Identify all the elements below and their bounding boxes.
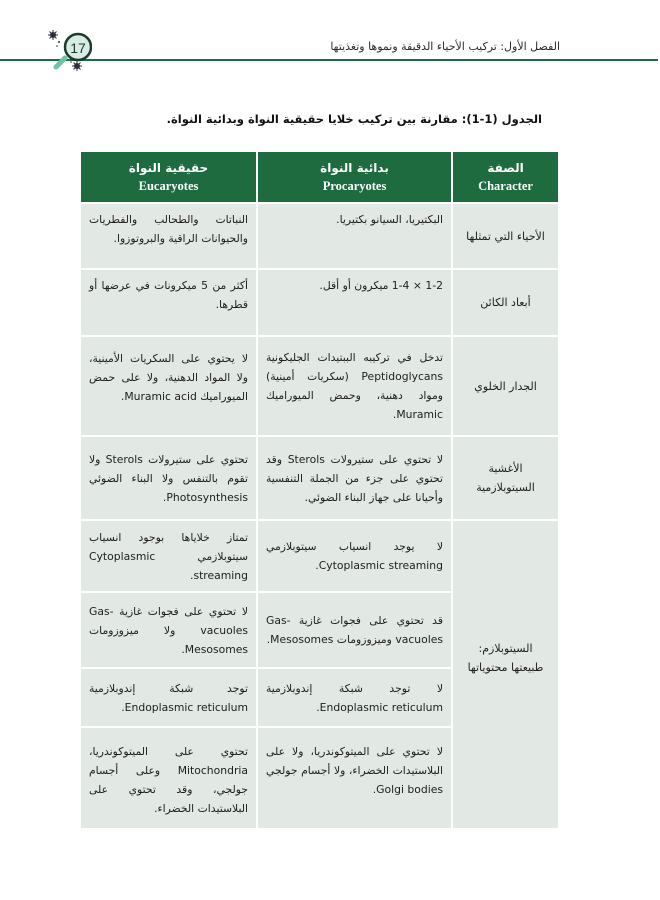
table-caption: الجدول (1-1): مقارنة بين تركيب خلايا حقيقية النواة وبدائية النواة. <box>166 112 542 126</box>
row-er-procaryotes-text: لا توجد شبكة إندوبلازمية Endoplasmic reticulum. <box>266 681 443 714</box>
row-membranes-eucaryotes-text: تحتوي على ستيرولات Sterols ولا تقوم بالتنفس ولا البناء الضوئي Photosynthesis. <box>89 452 248 504</box>
running-header <box>0 0 660 80</box>
header-eucaryotes-ar: حقيقية النواة <box>128 160 209 175</box>
row-streaming-eucaryotes <box>81 521 256 591</box>
row-organisms-eucaryotes: النباتات والطحالب والفطريات والحيوانات الراقية والبروتوزوا. <box>81 204 256 268</box>
row-er-procaryotes <box>258 669 451 726</box>
row-cellwall-eucaryotes: لا يحتوي على السكريات الأمينية، ولا المواد الدهنية، ولا على حمض الميوراميك Muramic acid. <box>81 337 256 435</box>
header-eucaryotes <box>81 152 256 202</box>
row-vacuoles-eucaryotes <box>81 593 256 667</box>
row-streaming-procaryotes-text: لا يوجد انسياب سيتوبلازمي Cytoplasmic streaming. <box>266 540 443 572</box>
row-membranes-eucaryotes <box>81 437 256 519</box>
row-membranes-procaryotes <box>258 437 451 519</box>
header-procaryotes <box>258 152 451 202</box>
page-number: 17 <box>70 40 86 56</box>
row-size-procaryotes: 1-2 × 1-4 ميكرون أو أقل. <box>258 270 451 335</box>
row-streaming-procaryotes <box>258 521 451 591</box>
row-er-eucaryotes <box>81 669 256 726</box>
row-size-character: أبعاد الكائن <box>453 270 558 335</box>
row-membranes-procaryotes-text: لا تحتوي على ستيرولات Sterols وقد تحتوي على جزء من الجملة التنفسية وأحيانا على جهاز البناء الضوئي. <box>266 452 443 504</box>
row-vacuoles-procaryotes <box>258 593 451 667</box>
row-organelles-eucaryotes: تحتوي على الميتوكوندريا، Mitochondria وعلى أجسام جولجي، وقد تحتوي على البلاستيدات الخضراء. <box>81 728 256 828</box>
header-procaryotes-en: Procaryotes <box>322 178 387 193</box>
row-size-eucaryotes: أكثر من 5 ميكرونات في عرضها أو قطرها. <box>81 270 256 335</box>
row-organelles-procaryotes: لا تحتوي على الميتوكوندريا، ولا على البلاستيدات الخضراء، ولا أجسام جولجي Golgi bodies. <box>258 728 451 828</box>
row-streaming-eucaryotes-text: تمتاز خلاياها بوجود انسياب سيتوبلازمي Cytoplasmic streaming. <box>89 530 248 582</box>
row-organisms-character: الأحياء التي تمثلها <box>453 204 558 268</box>
row-cytoplasm-character: السيتوبلازم: طبيعتها محتوياتها <box>453 521 558 828</box>
row-cellwall-procaryotes <box>258 337 451 435</box>
row-organisms-procaryotes: البكتيريا، السيانو بكتيريا. <box>258 204 451 268</box>
row-vacuoles-eucaryotes-text: لا تحتوي على فجوات غازية Gas-vacuoles ولا ميزوزومات Mesosomes. <box>89 604 248 656</box>
header-character-ar: الصفة <box>487 160 524 175</box>
row-cellwall-character: الجدار الخلوي <box>453 337 558 435</box>
row-cellwall-procaryotes-text: تدخل في تركيبه الببتيدات الجليكونية Peptidoglycans (سكريات أمينية) ومواد دهنية، وحمض الميوراميك Muramic. <box>266 351 443 421</box>
chapter-title: الفصل الأول: تركيب الأحياء الدقيقة ونموها وتغذيتها <box>330 40 560 53</box>
header-eucaryotes-en: Eucaryotes <box>138 178 199 193</box>
row-membranes-character: الأغشية السيتوبلازمية <box>453 437 558 519</box>
row-vacuoles-procaryotes-text: قد تحتوي على فجوات غازية Gas-vacuoles وميزوزومات Mesosomes. <box>266 614 443 646</box>
header-procaryotes-ar: بدائية النواة <box>320 160 389 175</box>
row-er-eucaryotes-text: توجد شبكة إندوبلازمية Endoplasmic reticulum. <box>89 681 248 714</box>
header-character <box>453 152 558 202</box>
header-character-en: Character <box>478 178 533 193</box>
comparison-table <box>81 152 558 828</box>
header-rule <box>0 59 658 61</box>
